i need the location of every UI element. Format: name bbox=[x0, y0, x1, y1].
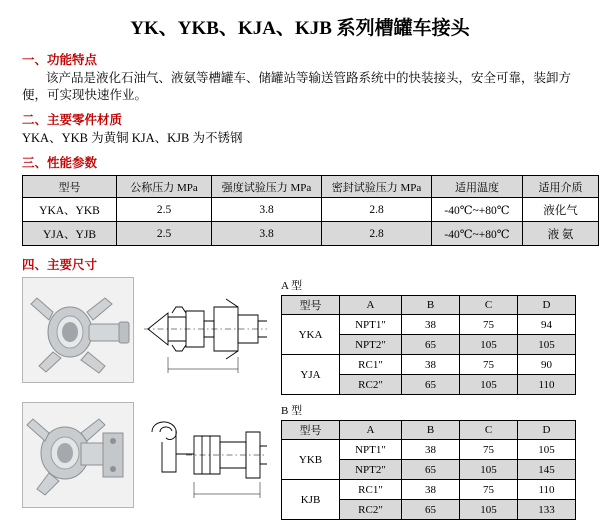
table-row bbox=[282, 315, 576, 335]
dim-header-cell: B bbox=[402, 421, 460, 440]
features-text: 该产品是液化石油气、液氨等槽罐车、储罐站等输送管路系统中的快装接头，安全可靠，装卸方便，可实现快速作业。 bbox=[22, 71, 572, 102]
dim-cell: 38 bbox=[402, 440, 460, 460]
dim-cell: 145 bbox=[518, 460, 576, 480]
sizes-heading: 四、主要尺寸 bbox=[22, 258, 98, 272]
table-header-row bbox=[23, 176, 599, 198]
dim-cell: 105 bbox=[460, 375, 518, 395]
perf-cell: -40℃~+80℃ bbox=[432, 222, 523, 246]
dim-cell: 105 bbox=[460, 460, 518, 480]
perf-header-cell: 密封试验压力 MPa bbox=[322, 176, 432, 198]
performance-table bbox=[22, 175, 599, 246]
table-row bbox=[282, 440, 576, 460]
perf-header-cell: 适用介质 bbox=[523, 176, 599, 198]
coupling-drawing-b-graphic bbox=[142, 402, 267, 506]
dim-cell: 38 bbox=[402, 355, 460, 375]
dim-cell: 105 bbox=[518, 440, 576, 460]
performance-heading: 三、性能参数 bbox=[22, 156, 98, 170]
dim-cell: RC1" bbox=[340, 355, 402, 375]
dim-cell: 65 bbox=[402, 375, 460, 395]
page-title: YK、YKB、KJA、KJB 系列槽罐车接头 bbox=[130, 18, 470, 39]
perf-cell: 液 氨 bbox=[523, 222, 599, 246]
type-b-table-column bbox=[281, 402, 576, 520]
row-type-b bbox=[22, 402, 582, 520]
perf-cell: 液化气 bbox=[523, 198, 599, 222]
dim-cell: NPT2" bbox=[340, 460, 402, 480]
dim-cell: 38 bbox=[402, 480, 460, 500]
coupling-drawing-b bbox=[142, 402, 267, 506]
dim-cell: RC1" bbox=[340, 480, 402, 500]
perf-cell: 2.5 bbox=[117, 198, 212, 222]
dim-cell: RC2" bbox=[340, 375, 402, 395]
perf-cell: YJA、YJB bbox=[23, 222, 117, 246]
dim-model-cell: YKB bbox=[282, 440, 340, 480]
type-a-dimension-table bbox=[281, 295, 576, 395]
dim-cell: 90 bbox=[518, 355, 576, 375]
perf-header-cell: 型号 bbox=[23, 176, 117, 198]
perf-cell: -40℃~+80℃ bbox=[432, 198, 523, 222]
type-b-dimension-table bbox=[281, 420, 576, 520]
dim-cell: 105 bbox=[460, 500, 518, 520]
dim-cell: 75 bbox=[460, 315, 518, 335]
perf-cell: 3.8 bbox=[212, 222, 322, 246]
perf-cell: 3.8 bbox=[212, 198, 322, 222]
table-header-row bbox=[282, 296, 576, 315]
table-header-row bbox=[282, 421, 576, 440]
table-row bbox=[282, 355, 576, 375]
performance-table-wrapper bbox=[22, 175, 582, 246]
perf-cell: YKA、YKB bbox=[23, 198, 117, 222]
table-row bbox=[282, 480, 576, 500]
coupling-drawing-a bbox=[142, 277, 267, 381]
type-a-table-column bbox=[281, 277, 576, 395]
coupling-photo-a bbox=[22, 277, 134, 383]
dim-header-cell: C bbox=[460, 296, 518, 315]
perf-header-cell: 强度试验压力 MPa bbox=[212, 176, 322, 198]
row-type-a bbox=[22, 277, 582, 395]
features-heading: 一、功能特点 bbox=[22, 53, 98, 67]
perf-header-cell: 公称压力 MPa bbox=[117, 176, 212, 198]
coupling-flange-photo-b-graphic bbox=[23, 403, 133, 507]
dim-cell: 38 bbox=[402, 315, 460, 335]
type-a-label: A 型 bbox=[281, 280, 303, 292]
dim-cell: 105 bbox=[460, 335, 518, 355]
coupling-drawing-a-graphic bbox=[142, 277, 267, 381]
dim-header-cell: D bbox=[518, 421, 576, 440]
perf-header-cell: 适用温度 bbox=[432, 176, 523, 198]
table-row bbox=[23, 198, 599, 222]
material-heading: 二、主要零件材质 bbox=[22, 113, 123, 127]
coupling-photo-a-graphic bbox=[23, 278, 133, 382]
dim-cell: NPT2" bbox=[340, 335, 402, 355]
dim-cell: 105 bbox=[518, 335, 576, 355]
perf-cell: 2.5 bbox=[117, 222, 212, 246]
dim-cell: NPT1" bbox=[340, 315, 402, 335]
perf-cell: 2.8 bbox=[322, 198, 432, 222]
dim-header-cell: A bbox=[340, 296, 402, 315]
dim-cell: 75 bbox=[460, 440, 518, 460]
dim-cell: 133 bbox=[518, 500, 576, 520]
table-row bbox=[23, 222, 599, 246]
dim-cell: RC2" bbox=[340, 500, 402, 520]
dim-cell: 94 bbox=[518, 315, 576, 335]
coupling-flange-photo-b bbox=[22, 402, 134, 508]
dim-header-cell: D bbox=[518, 296, 576, 315]
figures-and-dimension-tables bbox=[22, 277, 582, 520]
dim-model-cell: KJB bbox=[282, 480, 340, 520]
dim-cell: 65 bbox=[402, 460, 460, 480]
dim-header-cell: 型号 bbox=[282, 421, 340, 440]
dim-header-cell: B bbox=[402, 296, 460, 315]
dim-model-cell: YJA bbox=[282, 355, 340, 395]
dim-cell: NPT1" bbox=[340, 440, 402, 460]
dim-header-cell: A bbox=[340, 421, 402, 440]
dim-cell: 110 bbox=[518, 480, 576, 500]
material-text: YKA、YKB 为黄铜 KJA、KJB 为不锈钢 bbox=[22, 131, 243, 145]
dim-header-cell: C bbox=[460, 421, 518, 440]
dim-cell: 75 bbox=[460, 355, 518, 375]
dim-cell: 75 bbox=[460, 480, 518, 500]
dim-header-cell: 型号 bbox=[282, 296, 340, 315]
dim-cell: 110 bbox=[518, 375, 576, 395]
dim-cell: 65 bbox=[402, 335, 460, 355]
perf-cell: 2.8 bbox=[322, 222, 432, 246]
dim-model-cell: YKA bbox=[282, 315, 340, 355]
dim-cell: 65 bbox=[402, 500, 460, 520]
type-b-label: B 型 bbox=[281, 405, 303, 417]
